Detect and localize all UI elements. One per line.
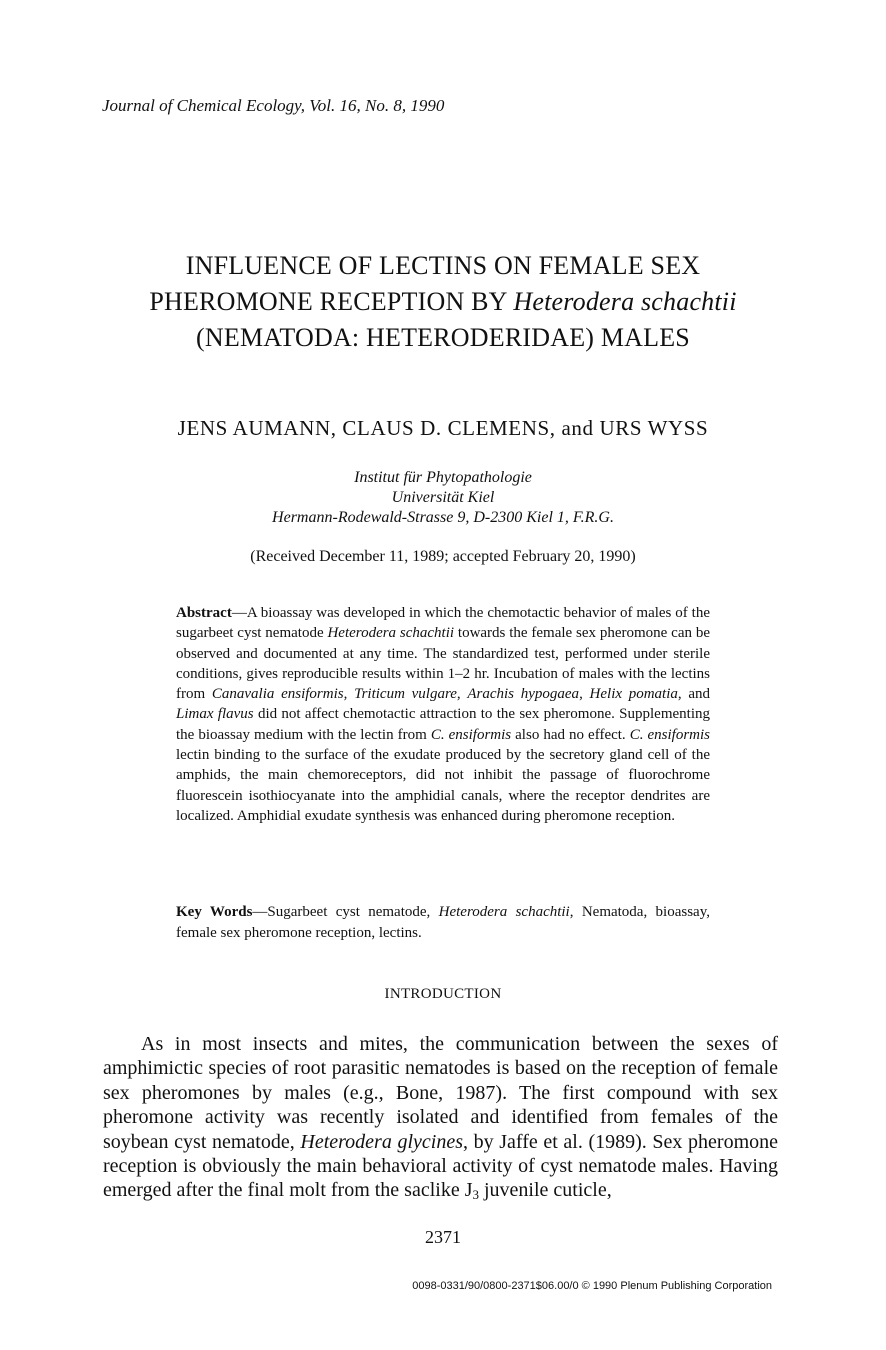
abstract-species: Canavalia ensiformis [211, 686, 344, 703]
page-number: 2371 [425, 1227, 461, 1247]
subscript: 3 [472, 1187, 479, 1203]
key-words [176, 902, 710, 944]
abstract-text: lectin binding to the surface of the exudate produced by the secretory gland cell of the amphids, the main chemoreceptors, did not inhibit the passage of fluorochrome fluorescein isothiocyanate into the amphidial canals, where the receptor dendrites are localized. Amphidial exudate synthesis was enhanced during pheromone reception. [176, 747, 710, 824]
abstract-text: towards the female sex pheromone can be observed and documented at any time. The standardized test, performed under sterile conditions, gives reproducible results within 1–2 hr. Incubation of males with the lectins from [176, 625, 710, 703]
copyright-footer: 0098-0331/90/0800-2371$06.00/0 © 1990 Plenum Publishing Corporation [412, 1280, 772, 1292]
abstract-text: , [456, 686, 468, 703]
title-line-2-text: PHEROMONE RECEPTION BY [149, 287, 514, 316]
abstract-text: , [343, 686, 355, 703]
abstract [176, 603, 710, 826]
paragraph-text: juvenile cuticle, [479, 1179, 612, 1202]
introduction-body [103, 1032, 778, 1203]
paragraph-species: Heterodera glycines [300, 1130, 463, 1153]
abstract-species: Limax flavus [176, 706, 254, 723]
abstract-species: Triticum vulgare [354, 686, 457, 703]
affiliation-line-1: Institut für Phytopathologie [354, 469, 532, 486]
affiliation-line-2: Universität Kiel [391, 489, 495, 506]
abstract-species: Helix pomatia [589, 686, 678, 703]
article-title [100, 248, 786, 356]
abstract-text: —A bioassay was developed in which the chemotactic behavior of males of the sugarbeet cyst nematode [176, 605, 710, 642]
journal-citation: Journal of Chemical Ecology, Vol. 16, No. 8, 1990 [102, 96, 445, 115]
key-words-text: —Sugarbeet cyst nematode, [252, 904, 439, 920]
abstract-species: Heterodera schachtii [327, 625, 455, 642]
paragraph-text: As in most insects and mites, the communication between the sexes of amphimictic species of root parasitic nematodes is based on the reception of female sex pheromones by males (e.g., Bone, 1987). The first compound with sex pheromone activity was recently isolated and identified from females of the soybean cyst nematode, [103, 1033, 778, 1153]
received-dates: (Received December 11, 1989; accepted February 20, 1990) [250, 548, 636, 565]
key-words-text: , Nematoda, bioassay, female sex pheromone reception, lectins. [176, 904, 710, 941]
abstract-label: Abstract [176, 605, 232, 621]
title-line-1: INFLUENCE OF LECTINS ON FEMALE SEX [185, 251, 701, 280]
abstract-species: C. ensiformis [430, 726, 512, 743]
title-line-3: (NEMATODA: HETERODERIDAE) MALES [196, 323, 690, 352]
affiliation [100, 468, 786, 528]
abstract-text: , and [677, 686, 711, 703]
paragraph-text: , by Jaffe et al. (1989). Sex pheromone reception is obviously the main behavioral activity of cyst nematode males. Having emerged after the final molt from the saclike J [103, 1130, 779, 1202]
abstract-text: , [579, 686, 590, 703]
affiliation-line-3: Hermann-Rodewald-Strasse 9, D-2300 Kiel 1, F.R.G. [272, 509, 614, 526]
key-words-label: Key Words [176, 904, 253, 920]
abstract-species: C. ensiformis [629, 726, 710, 743]
title-species: Heterodera schachtii [513, 287, 737, 316]
paragraph [103, 1032, 778, 1203]
abstract-text: did not affect chemotactic attraction to the sex pheromone. Supplementing the bioassay medium with the lectin from [176, 706, 710, 743]
author-list: JENS AUMANN, CLAUS D. CLEMENS, and URS WYSS [177, 416, 709, 440]
abstract-species: Arachis hypogaea [467, 686, 580, 703]
title-line-2 [100, 284, 786, 320]
abstract-text: also had no effect. [511, 726, 630, 743]
section-heading: INTRODUCTION [384, 986, 502, 1002]
key-words-species: Heterodera schachtii [438, 904, 570, 920]
